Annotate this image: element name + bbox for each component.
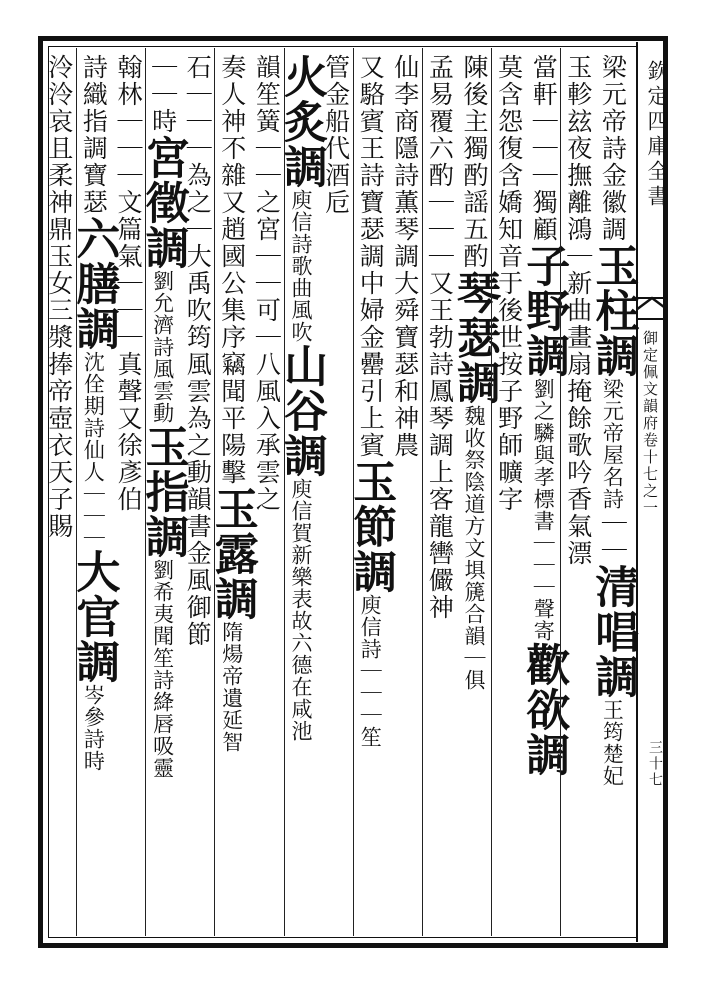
text-column-1 — [587, 54, 639, 934]
entry-text: 王筠楚妃 — [600, 699, 625, 787]
text-column-5 — [449, 54, 500, 934]
entry-text: 劉之驎與孝標書｜｜｜聲寄 — [531, 378, 556, 642]
text-column-4 — [492, 54, 526, 934]
entry-text: 衣天子賜 — [44, 432, 74, 540]
column-rule — [353, 48, 354, 936]
entry-heading: 琴瑟調 — [449, 270, 500, 405]
entry-heading: 山谷調 — [276, 343, 327, 478]
entry-text: 莫含怨復含嬌 — [494, 54, 524, 216]
text-column-14 — [137, 54, 189, 934]
text-column-8 — [345, 54, 397, 934]
entry-heading: 火炙調 — [276, 54, 327, 189]
column-rule — [422, 48, 423, 936]
entry-text: 泠泠哀且柔 — [44, 54, 74, 189]
entry-heading: 歡欲調 — [518, 642, 570, 777]
entry-text: 魏收祭陰道方文埧篪合韻｜俱 — [462, 405, 486, 691]
entry-text: 梁元帝詩金徽調 — [598, 54, 628, 243]
entry-text: 吟香氣漂 — [563, 459, 593, 567]
entry-heading: 玉柱調 — [587, 243, 639, 378]
entry-text: 管金船代酒卮 — [321, 54, 351, 216]
entry-text: 玉軫玆夜撫離鴻 — [563, 54, 593, 243]
entry-heading: 大官調 — [68, 549, 120, 684]
fish-tail-rule — [636, 318, 666, 320]
fish-tail-ornament — [636, 296, 668, 312]
entry-heading: 子野調 — [518, 243, 570, 378]
entry-text: 翰林｜｜｜文篇 — [114, 54, 143, 243]
entry-text: 岑參詩時 — [81, 684, 106, 772]
entry-heading: 六膳調 — [68, 216, 120, 351]
entry-text: 庾信賀新樂表故六德在咸池 — [289, 478, 313, 742]
entry-text: ｜｜ — [598, 510, 628, 564]
entry-text: 孟易覆六酌｜｜ — [425, 54, 455, 243]
entry-text: 又駱賓王詩寶瑟調中婦金罍引上賓 — [356, 54, 386, 459]
entry-text: 仙李商隱詩薫琴調大舜寶瑟和神農 — [390, 54, 420, 459]
entry-text: ｜又王勃詩鳳琴調上客龍轡儼神 — [425, 243, 455, 621]
text-column-16 — [68, 54, 120, 934]
entry-text: 詩織指調寶瑟 — [79, 54, 109, 216]
column-rule — [284, 48, 285, 936]
entry-heading: 玉露調 — [206, 486, 258, 621]
entry-text: 氣｜｜｜真聲又徐彥伯 — [114, 243, 143, 513]
text-column-3 — [518, 54, 570, 934]
entry-heading: 玉節調 — [345, 459, 397, 594]
text-column-6 — [422, 54, 456, 934]
entry-text: 奏人神不雜又趙國公集序竊聞平陽擊 — [217, 54, 247, 486]
entry-text: 韻書金風御節 — [183, 486, 213, 648]
text-column-17 — [42, 54, 76, 934]
text-column-15 — [111, 54, 145, 934]
entry-heading: 清唱調 — [587, 564, 639, 699]
text-column-2 — [561, 54, 595, 934]
entry-text: 石｜｜｜為之｜大禹吹筠風雲為之動 — [183, 54, 213, 486]
entry-text: 劉希夷聞笙詩絳唇吸靈 — [150, 559, 175, 779]
entry-text: ｜新曲畫扇掩餘歌 — [563, 243, 593, 459]
entry-heading: 玉指調 — [137, 424, 189, 559]
text-column-12 — [206, 54, 258, 934]
entry-text: 梁元帝屋名詩 — [600, 378, 625, 510]
entry-text: 庾信詩｜｜｜笙 — [358, 594, 383, 748]
book-title: 欽定四庫全書 — [645, 60, 669, 210]
entry-text: 沈佺期詩仙人｜｜｜ — [81, 351, 106, 549]
column-rule — [560, 48, 561, 936]
entry-text: 陳後主獨酌謡五酌 — [460, 54, 489, 270]
entry-text: 知音于後世按子野師曠字 — [494, 216, 524, 513]
entry-text: 神鼎玉女三漿捧帝壺 — [44, 189, 74, 432]
column-rule — [76, 48, 77, 936]
entry-text: 劉允濟詩風雲動 — [150, 270, 175, 424]
entry-text: ｜｜時 — [148, 54, 178, 135]
entry-text: 之宮｜｜可｜八風入承雲之 — [252, 189, 282, 513]
column-rule — [491, 48, 492, 936]
section-info: 御定佩文韻府卷十七之一 — [641, 330, 659, 517]
entry-text: 當軒｜｜｜獨顧 — [529, 54, 559, 243]
column-rule — [145, 48, 146, 936]
text-column-10 — [276, 54, 327, 934]
entry-text: 隋煬帝遺延智 — [219, 621, 244, 753]
entry-heading: 宮徵調 — [137, 135, 189, 270]
entry-text: 韻笙簧｜｜ — [252, 54, 282, 189]
column-rule — [214, 48, 215, 936]
page-number: 三十七 — [647, 740, 663, 788]
entry-text: 庾信詩歌曲風吹 — [289, 189, 313, 343]
